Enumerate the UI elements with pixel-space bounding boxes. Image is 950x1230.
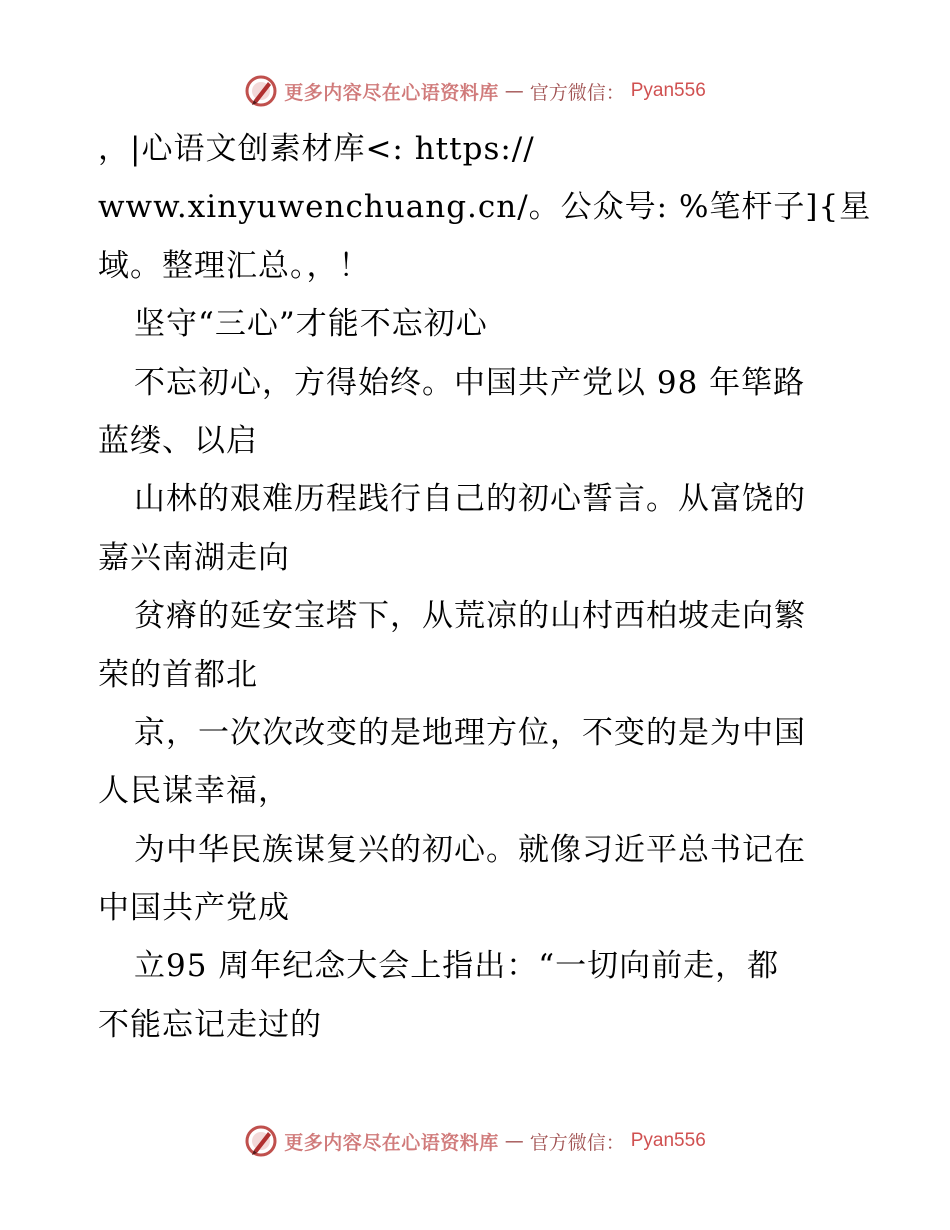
banner-dash: — [504, 80, 524, 102]
paragraph-line: 为中华民族谋复兴的初心。就像习近平总书记在 [134, 831, 806, 868]
body-line-1: ，|心语文创素材库<: https:// [98, 131, 535, 167]
body-line-2: www.xinyuwenchuang.cn/。公众号: %笔杆子]{星 [98, 189, 872, 226]
banner-brand-text: 更多内容尽在心语资料库 [284, 81, 499, 104]
paragraph-line: 立95 周年纪念大会上指出：“一切向前走，都 [134, 948, 780, 985]
body-line-3: 域。整理汇总。，！ [98, 247, 371, 284]
banner-wechat-label: 官方微信： [529, 81, 625, 104]
paragraph-line: 不能忘记走过的 [98, 1006, 322, 1043]
pen-logo-icon [244, 74, 278, 108]
paragraph-line: 京，一次次改变的是地理方位，不变的是为中国 [134, 714, 806, 751]
banner-brand-text: 更多内容尽在心语资料库 [284, 1131, 499, 1154]
paragraph-line: 荣的首都北 [98, 656, 258, 693]
paragraph-line: 嘉兴南湖走向 [98, 539, 290, 576]
banner-wechat-label: 官方微信： [529, 1131, 625, 1154]
paragraph-line: 山林的艰难历程践行自己的初心誓言。从富饶的 [134, 481, 806, 518]
document-body [98, 120, 872, 1054]
banner-dash: — [504, 1130, 524, 1152]
paragraph-line: 中国共产党成 [98, 890, 290, 927]
paragraph-line: 贫瘠的延安宝塔下，从荒凉的山村西柏坡走向繁 [134, 598, 806, 635]
banner-wechat-handle: Pyan556 [630, 1130, 706, 1151]
paragraph-line: 蓝缕、以启 [98, 422, 258, 459]
article-title: 坚守“三心”才能不忘初心 [134, 306, 488, 343]
footer-banner [0, 1121, 950, 1161]
paragraph-line: 人民谋幸福， [98, 773, 290, 810]
paragraph-line: 不忘初心，方得始终。中国共产党以 98 年筚路 [134, 364, 806, 401]
banner-wechat-handle: Pyan556 [630, 80, 706, 101]
pen-logo-icon [244, 1124, 278, 1158]
header-banner [0, 71, 950, 111]
